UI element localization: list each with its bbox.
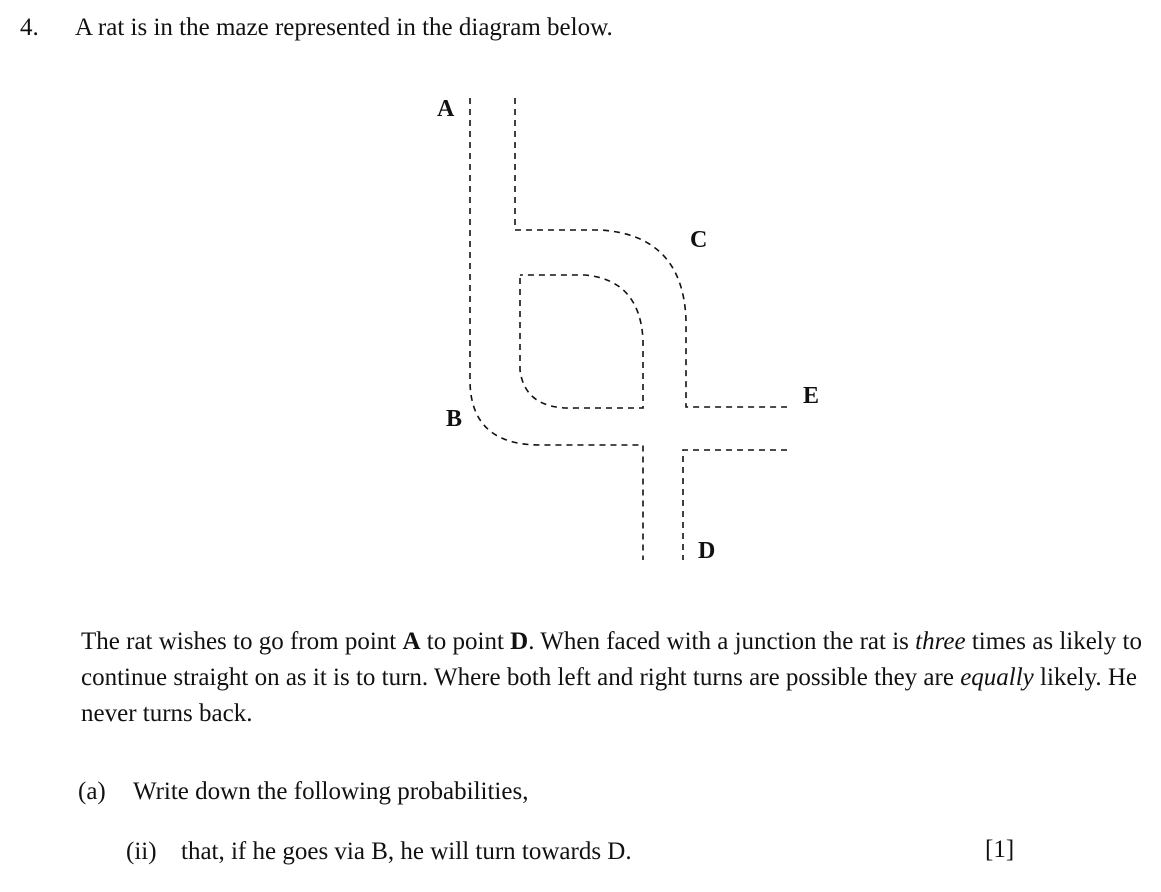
emphasis-three: three	[915, 628, 966, 655]
point-label-e: E	[803, 383, 820, 409]
part-a-label: (a)	[78, 778, 106, 805]
point-label-c: C	[690, 227, 708, 253]
subpart-ii-marks: [1]	[985, 836, 1015, 863]
point-label-a: A	[437, 96, 455, 122]
subpart-ii	[126, 838, 632, 866]
part-a	[78, 778, 528, 806]
emphasis-equally: equally	[960, 664, 1034, 691]
point-a-ref: A	[402, 628, 421, 655]
point-d-ref: D	[510, 628, 529, 655]
question-paragraph: The rat wishes to go from point A to point D. When faced with a junction the rat is three times as likely to continue straight on as it is to turn. Where both left and right turns are possible they are equally likely. He never turns back.	[81, 628, 1142, 727]
point-label-d: D	[698, 538, 716, 564]
maze-wall-outer-right	[515, 98, 787, 407]
point-label-b: B	[446, 406, 463, 432]
maze-wall-outer-left	[470, 98, 643, 560]
subpart-ii-label: (ii)	[126, 838, 157, 865]
subpart-ii-text: that, if he goes via B, he will turn towards D.	[181, 838, 632, 865]
question-intro: A rat is in the maze represented in the diagram below.	[75, 14, 613, 41]
maze-wall-inner-block	[520, 275, 643, 408]
question-number: 4.	[20, 14, 39, 41]
part-a-text: Write down the following probabilities,	[133, 778, 529, 805]
